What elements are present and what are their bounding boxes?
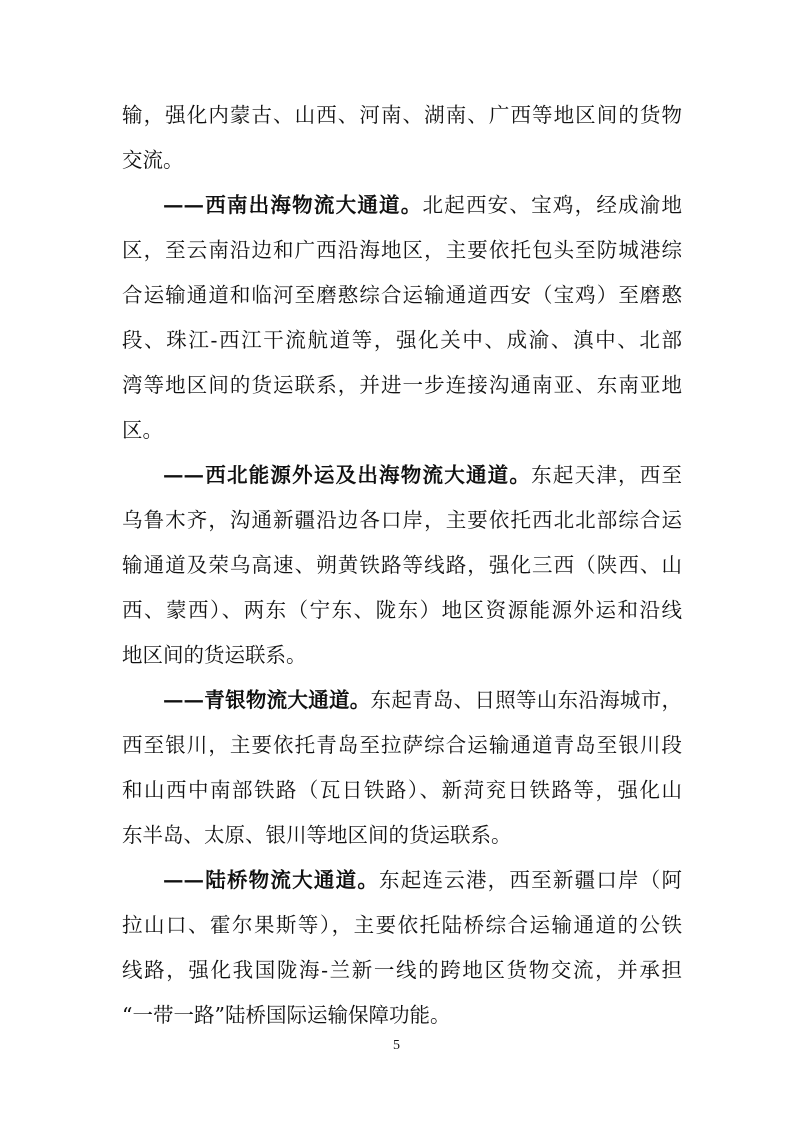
line-text: 东起天津，西至 [531, 463, 682, 487]
body-line [122, 235, 682, 265]
body-line [122, 370, 682, 400]
line-text: 线路，强化我国陇海-兰新一线的跨地区货物交流，并承担 [122, 958, 682, 982]
line-text: 乌鲁木齐，沟通新疆沿边各口岸，主要依托西北北部综合运 [122, 508, 682, 532]
section-heading: ——陆桥物流大通道。 [163, 868, 380, 892]
body-line [122, 280, 682, 310]
body-line [122, 100, 682, 130]
line-text: 北起西安、宝鸡，经成渝地 [422, 193, 682, 217]
body-line [122, 505, 682, 535]
body-line [122, 910, 682, 940]
section-heading-line [163, 685, 682, 715]
line-text: 湾等地区间的货运联系，并进一步连接沟通南亚、东南亚地 [122, 373, 682, 397]
body-line [122, 955, 682, 985]
line-text: “一带一路”陆桥国际运输保障功能。 [122, 1003, 451, 1027]
line-text: 拉山口、霍尔果斯等），主要依托陆桥综合运输通道的公铁 [122, 913, 682, 937]
section-heading-line [163, 865, 682, 895]
body-line [122, 145, 682, 175]
line-text: 东起连云港，西至新疆口岸（阿 [379, 868, 682, 892]
line-text: 西、蒙西）、两东（宁东、陇东）地区资源能源外运和沿线 [122, 598, 682, 622]
line-text: 和山西中南部铁路（瓦日铁路）、新菏兖日铁路等，强化山 [122, 778, 682, 802]
body-line [122, 325, 682, 355]
page-number: 5 [393, 1038, 400, 1053]
section-heading: ——西北能源外运及出海物流大通道。 [163, 463, 532, 487]
body-line [122, 820, 682, 850]
line-text: 输通道及荣乌高速、朔黄铁路等线路，强化三西（陕西、山 [122, 553, 682, 577]
line-text: 西至银川，主要依托青岛至拉萨综合运输通道青岛至银川段 [122, 733, 682, 757]
line-text: 区，至云南沿边和广西沿海地区，主要依托包头至防城港综 [122, 238, 682, 262]
section-heading: ——青银物流大通道。 [163, 688, 371, 712]
body-line [122, 595, 682, 625]
body-line [122, 730, 682, 760]
line-text: 东半岛、太原、银川等地区间的货运联系。 [122, 823, 512, 847]
line-text: 东起青岛、日照等山东沿海城市， [370, 688, 682, 712]
section-heading: ——西南出海物流大通道。 [163, 193, 423, 217]
body-line [122, 775, 682, 805]
line-text: 合运输通道和临河至磨憨综合运输通道西安（宝鸡）至磨憨 [122, 283, 682, 307]
section-heading-line [163, 460, 682, 490]
body-line [122, 1000, 682, 1030]
body-line [122, 415, 682, 445]
line-text: 地区间的货运联系。 [122, 643, 307, 667]
line-text: 交流。 [122, 148, 184, 172]
line-text: 输，强化内蒙古、山西、河南、湖南、广西等地区间的货物 [122, 103, 682, 127]
body-line [122, 550, 682, 580]
section-heading-line [163, 190, 682, 220]
body-line [122, 640, 682, 670]
line-text: 区。 [122, 418, 163, 442]
line-text: 段、珠江-西江干流航道等，强化关中、成渝、滇中、北部 [122, 328, 682, 352]
